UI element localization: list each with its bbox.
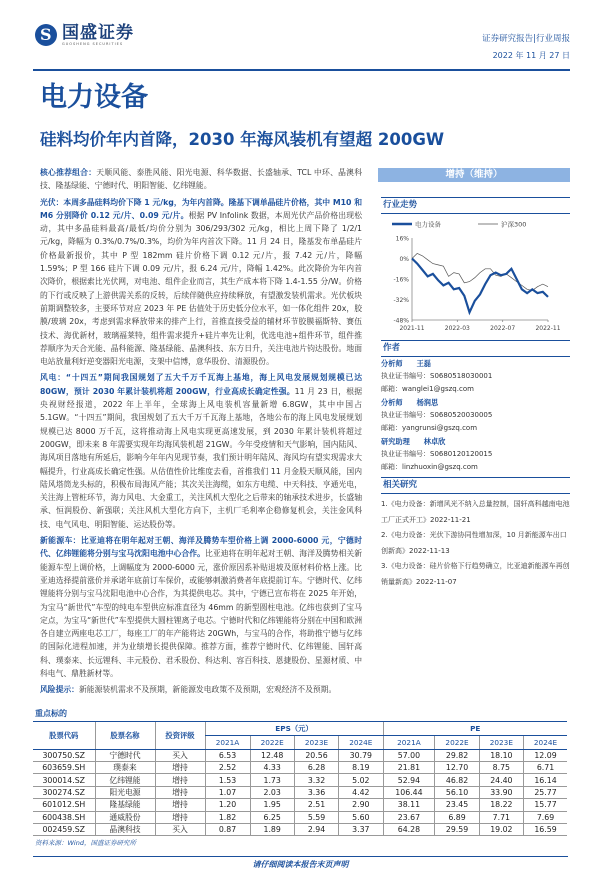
pe-value: 15.77: [524, 799, 567, 811]
author-email: [378, 461, 570, 474]
pe-value: 8.75: [479, 761, 523, 773]
eps-value: 3.37: [339, 823, 383, 835]
y-tick-label: 16%: [395, 235, 409, 243]
y-tick-label: -16%: [393, 276, 409, 284]
cert-label: 执业证书编号：: [381, 372, 430, 380]
table-row: [33, 786, 567, 798]
stock-rating: 买入: [155, 749, 205, 761]
y-tick-label: 0%: [399, 256, 409, 263]
author-cert: [378, 409, 570, 422]
pe-value: 19.02: [479, 823, 523, 835]
pe-value: 21.81: [383, 761, 435, 773]
pe-value: 106.44: [383, 786, 435, 798]
eps-value: 8.19: [339, 761, 383, 773]
eps-value: 1.82: [205, 811, 250, 823]
eps-value: 5.59: [294, 811, 338, 823]
related-report-link[interactable]: 1.《电力设备：新增风光不纳入总量控制，国轩高科越南电池工厂正式开工》2022-11-21: [381, 500, 570, 524]
pe-value: 56.10: [435, 786, 479, 798]
pe-year-header: 2023E: [479, 735, 523, 749]
eps-value: 30.79: [339, 749, 383, 761]
pe-value: 24.40: [479, 774, 523, 786]
header-name: 股票名称: [95, 721, 155, 749]
eps-value: 2.03: [250, 786, 294, 798]
pe-year-header: 2021A: [383, 735, 435, 749]
related-section-title: 相关研究: [381, 477, 570, 494]
email-link[interactable]: linzhuoxin@gszq.com: [402, 463, 478, 471]
paragraph-lead: 风险提示：: [40, 685, 79, 695]
eps-value: 1.95: [250, 799, 294, 811]
pe-value: 6.71: [524, 761, 567, 773]
paragraph-body: 天顺风能、泰胜风能、阳光电源、科华数据、长盛轴承、TCL 中环、晶澳科技、隆基绿能、宁德时代、明阳智能、亿纬锂能。: [40, 168, 362, 191]
sidebar: [378, 168, 570, 590]
stock-rating: 增持: [155, 761, 205, 773]
eps-year-header: 2024E: [339, 735, 383, 749]
eps-value: 1.20: [205, 799, 250, 811]
pe-value: 33.90: [479, 786, 523, 798]
pe-value: 57.00: [383, 749, 435, 761]
paragraph-new-energy-vehicles: [40, 534, 362, 680]
stock-name: 璞泰来: [95, 761, 155, 773]
stock-name: 通威股份: [95, 811, 155, 823]
paragraph-body: 根据 PV Infolink 数据，本周光伏产品价格出现松动，其中多晶硅料最高/最低/均价分别为 306/293/302 元/kg，相比上周下降了 1/2/1 元/kg，降幅为 0.3%/0.7%/0.3%，均价为年内首次下降。11 月 24 日，隆基发布单晶硅片价格最新报价，其中 P 型 182mm 硅片价格下调 0.12 元/片，报 7.42 元/片，降幅 1.59%；P 型 166 硅片下调 0.09 元/片，报 6.24 元/片，降幅 1.42%。此次降价为年内首次降价，根据索比光伏网，对电池、组件企业而言，其生产成本将下降 1.4-1.55 分/W。价格的下行或反映了上游供需关系的反转，后续伴随供应持续释放，有望激发装机需求。光伏板块前期调整较多，主要环节对应 2023 年 PE 估值处于历史低分位水平，如一体化组件 20x，胶膜/玻璃 20x，考虑到需求释放带来的排产上行，首推直接受益的辅材环节胶膜福斯特、赛伍技术、海优新材，玻璃福莱特，组件需求提升+硅片率先让利，优选电池+组件环节，组件推荐顺序为天合光能、晶科能源、隆基绿能、晶澳科技、东方日升，关注电池片钧达股份。地面电站放量利好逆变器阳光电源，支架中信博，意华股份、清源股份。: [40, 210, 362, 367]
paragraph-risk: [40, 683, 362, 696]
key-stocks-table: [33, 721, 567, 837]
y-tick-label: -48%: [393, 317, 409, 325]
header-divider: [33, 69, 570, 71]
pe-value: 16.14: [524, 774, 567, 786]
authors-list: [378, 357, 570, 474]
stock-rating: 增持: [155, 799, 205, 811]
eps-value: 1.73: [250, 774, 294, 786]
cert-label: 执业证书编号：: [381, 450, 430, 458]
author-role: 研究助理: [381, 437, 410, 446]
related-report-link[interactable]: 3.《电力设备：硅片价格下行趋势确立，比亚迪新能源车再创销量新高》2022-11-07: [381, 562, 570, 586]
author-role: 分析师: [381, 398, 403, 407]
email-link[interactable]: yangrunsi@gszq.com: [402, 424, 478, 432]
stock-name: 晶澳科技: [95, 823, 155, 835]
company-logo: [35, 24, 134, 46]
table-row: [33, 749, 567, 761]
paragraph-lead: 核心推荐组合：: [40, 168, 97, 177]
footer-disclaimer: 请仔细阅读本报告末页声明: [252, 860, 349, 870]
table-title: 重点标的: [35, 708, 67, 718]
eps-year-header: 2021A: [205, 735, 250, 749]
header-code: 股票代码: [33, 721, 95, 749]
eps-value: 2.90: [339, 799, 383, 811]
header-pe: PE: [383, 721, 567, 735]
eps-value: 1.89: [250, 823, 294, 835]
author-cert: [378, 448, 570, 461]
report-body: [33, 166, 570, 876]
industry-trend-chart: [378, 214, 570, 334]
stock-rating: 增持: [155, 774, 205, 786]
logo-subtext: GUOSHENG SECURITIES: [62, 42, 124, 46]
y-tick-label: -32%: [393, 297, 409, 304]
paragraph-body: 新能源装机需求不及预期，新能源发电政策不及预期，宏观经济不及预期。: [78, 685, 337, 695]
related-report-link[interactable]: 2.《电力设备：光伏下游协同性增加深，10 月新能源车出口创新高》2022-11-13: [381, 531, 567, 555]
author-name: 王磊: [416, 359, 431, 368]
author-role: 分析师: [381, 359, 403, 368]
eps-value: 1.07: [205, 786, 250, 798]
pe-value: 23.45: [435, 799, 479, 811]
table-row: [33, 774, 567, 786]
pe-value: 7.69: [524, 811, 567, 823]
pe-value: 29.59: [435, 823, 479, 835]
eps-value: 5.60: [339, 811, 383, 823]
author-email: [378, 383, 570, 396]
rating-badge: 增持（维持）: [378, 168, 570, 182]
stock-name: 宁德时代: [95, 749, 155, 761]
document-type: 证券研究报告|行业周报: [482, 34, 570, 44]
pe-value: 46.82: [435, 774, 479, 786]
author-email: [378, 422, 570, 435]
author-cert: [378, 370, 570, 383]
eps-value: 3.36: [294, 786, 338, 798]
series-line-csi300: [412, 253, 548, 290]
email-label: 邮箱：: [381, 424, 402, 432]
header-rating: 投资评级: [155, 721, 205, 749]
stock-code: 300014.SZ: [33, 774, 95, 786]
paragraph-lead: 新能源车：比亚迪将在明年起对王朝、海洋及腾势车型价格上调 2000-6000 元，宁德时代、亿纬锂能将分别与宝马沈阳电池中心合作。: [40, 536, 362, 559]
legend-label: 沪深300: [501, 220, 527, 229]
stock-code: 300750.SZ: [33, 749, 95, 761]
x-tick-label: 2021-11: [399, 325, 425, 332]
pe-value: 12.09: [524, 749, 567, 761]
two-column-area: [33, 166, 570, 700]
cert-number: S0680120120015: [430, 450, 493, 458]
series-line-power-equipment: [412, 259, 548, 313]
table-source: 资料来源：Wind，国盛证券研究所: [35, 839, 136, 848]
pe-value: 52.94: [383, 774, 435, 786]
paragraph-lead: 风电：“十四五”期间我国规划了五大千万千瓦海上基地，海上风电发展规划规模已达 80GW，预计 2030 年累计装机将超 200GW，行业高成长确定性强。: [40, 373, 362, 396]
summary-column: [33, 166, 362, 700]
eps-value: 20.56: [294, 749, 338, 761]
pe-value: 25.77: [524, 786, 567, 798]
email-link[interactable]: wanglei1@gszq.com: [402, 385, 474, 393]
author-name: 杨润思: [416, 398, 439, 407]
x-tick-label: 2022-11: [535, 325, 561, 332]
pe-value: 29.82: [435, 749, 479, 761]
email-label: 邮箱：: [381, 463, 402, 471]
report-headline: 硅料均价年内首降，2030 年海风装机有望超 200GW: [40, 130, 445, 149]
eps-value: 1.53: [205, 774, 250, 786]
stock-code: 600438.SH: [33, 811, 95, 823]
eps-value: 12.48: [250, 749, 294, 761]
stock-rating: 买入: [155, 823, 205, 835]
stock-code: 601012.SH: [33, 799, 95, 811]
pe-value: 64.28: [383, 823, 435, 835]
eps-value: 6.28: [294, 761, 338, 773]
paragraph-wind-power: [40, 371, 362, 531]
pe-value: 7.71: [479, 811, 523, 823]
table-row: [33, 811, 567, 823]
author-heading: [378, 396, 570, 409]
table-row: [33, 761, 567, 773]
eps-value: 2.51: [294, 799, 338, 811]
stock-code: 300274.SZ: [33, 786, 95, 798]
cert-number: S0680520030005: [430, 411, 493, 419]
pe-value: 23.67: [383, 811, 435, 823]
pe-value: 18.22: [479, 799, 523, 811]
cert-label: 执业证书编号：: [381, 411, 430, 419]
eps-year-header: 2023E: [294, 735, 338, 749]
trend-section-title: 行业走势: [381, 197, 570, 214]
stock-name: 阳光电源: [95, 786, 155, 798]
report-date: 2022 年 11 月 27 日: [492, 51, 570, 60]
eps-value: 6.53: [205, 749, 250, 761]
eps-value: 6.25: [250, 811, 294, 823]
paragraph-body: 比亚迪将在明年起对王朝、海洋及腾势相关新能源车型上调价格，上调幅度为 2000-6000 元，涨价原因系补贴退坡及原材料价格上涨。比亚迪选择提前涨价并承诺年底前订车保价，或能够刺激消费者年底提前订车。宁德时代、亿纬锂能将分别与宝马沈阳电池中心合作，为其提供电芯。其中，宁德已宣布将在 2025 年开始，为宝马“新世代”车型的纯电车型供应标准直径为 46mm 的新型圆柱电池。亿纬也获到了宝马定点，为宝马“新世代”车型提供大圆柱锂离子电芯。宁德时代和亿纬锂能将分别在中国和欧洲各自建立两座电芯工厂，每座工厂的年产能将达 20GWh，与宝马的合作，将助推宁德与亿纬的国际化进程加速，并为业绩增长提供保障。推荐方面，推荐宁德时代、亿纬锂能、国轩高科、璞泰来、长远锂科、丰元股份、君禾股份、科达利、容百科技、恩捷股份、星源材质、中科电气、鼎胜新材等。: [40, 549, 363, 678]
legend-label: 电力设备: [415, 220, 441, 229]
paragraph-photovoltaic: [40, 196, 362, 369]
logo-text: 国盛证券: [62, 23, 134, 43]
eps-value: 5.02: [339, 774, 383, 786]
author-name: 林卓欣: [423, 437, 446, 446]
eps-value: 4.33: [250, 761, 294, 773]
authors-section-title: 作者: [381, 340, 570, 357]
stock-name: 隆基绿能: [95, 799, 155, 811]
logo-icon: [35, 24, 57, 46]
pe-value: 16.59: [524, 823, 567, 835]
header-eps: EPS（元）: [205, 721, 383, 735]
industry-title: 电力设备: [40, 82, 148, 113]
eps-value: 2.94: [294, 823, 338, 835]
pe-value: 18.10: [479, 749, 523, 761]
paragraph-body: 11 月 23 日，根据央视财经报道，2022 年上半年，全球海上风电装机容量新增 6.8GW，其中中国占 5.1GW。“十四五”期间，我国规划了五大千万千瓦海上基地，各地公布的海上风电发展规划规模已达 8000 万千瓦，这将推动海上风电实现更高速发展，到 2030 年累计装机将超过 200GW，即未来 8 年需要实现年均海风装机超 21GW。今年受疫情和天气影响，国内陆风、海风项目落地有所延后，影响今年年内见现节奏，我们预计明年陆风、海风均有望实现需求大幅提升，行业高成长确定性强。从估值性价比维度去看，首推我们 11 月金股天顺风能，国内陆风塔筒龙头标的，积极布局海风产能；其次关注海缆，如东方电缆、中天科技、亨通光电，关注海上管桩环节，海力风电、大金重工，关注风机大型化之后带来的轴承技术进步，长盛轴承、恒润股份、新强联；关注风机大型化方向下，主机厂毛利率企稳修复机会，关注金风科技、电气风电、明阳智能、运达股份等。: [40, 386, 363, 529]
email-label: 邮箱：: [381, 385, 402, 393]
pe-value: 6.89: [435, 811, 479, 823]
pe-value: 12.70: [435, 761, 479, 773]
footer-divider: [33, 856, 568, 857]
author-heading: [378, 357, 570, 370]
paragraph-lead: 光伏：本周多晶硅料均价下降 1 元/kg，为年内首降。隆基下调单晶硅片价格，其中 M10 和 M6 分别降价 0.12 元/片、0.09 元/片。: [40, 197, 362, 220]
table-row: [33, 823, 567, 835]
related-list: [378, 497, 570, 590]
author-heading: [378, 435, 570, 448]
eps-value: 4.42: [339, 786, 383, 798]
stock-rating: 增持: [155, 811, 205, 823]
cert-number: S0680518030001: [430, 372, 493, 380]
table-row: [33, 799, 567, 811]
pe-year-header: 2022E: [435, 735, 479, 749]
eps-year-header: 2022E: [250, 735, 294, 749]
stock-rating: 增持: [155, 786, 205, 798]
stock-code: 002459.SZ: [33, 823, 95, 835]
stock-name: 亿纬锂能: [95, 774, 155, 786]
eps-value: 2.52: [205, 761, 250, 773]
pe-value: 38.11: [383, 799, 435, 811]
eps-value: 0.87: [205, 823, 250, 835]
x-tick-label: 2022-07: [490, 325, 516, 332]
pe-year-header: 2024E: [524, 735, 567, 749]
x-tick-label: 2022-03: [444, 325, 470, 332]
stock-code: 603659.SH: [33, 761, 95, 773]
eps-value: 3.32: [294, 774, 338, 786]
paragraph-core-picks: [40, 166, 362, 193]
